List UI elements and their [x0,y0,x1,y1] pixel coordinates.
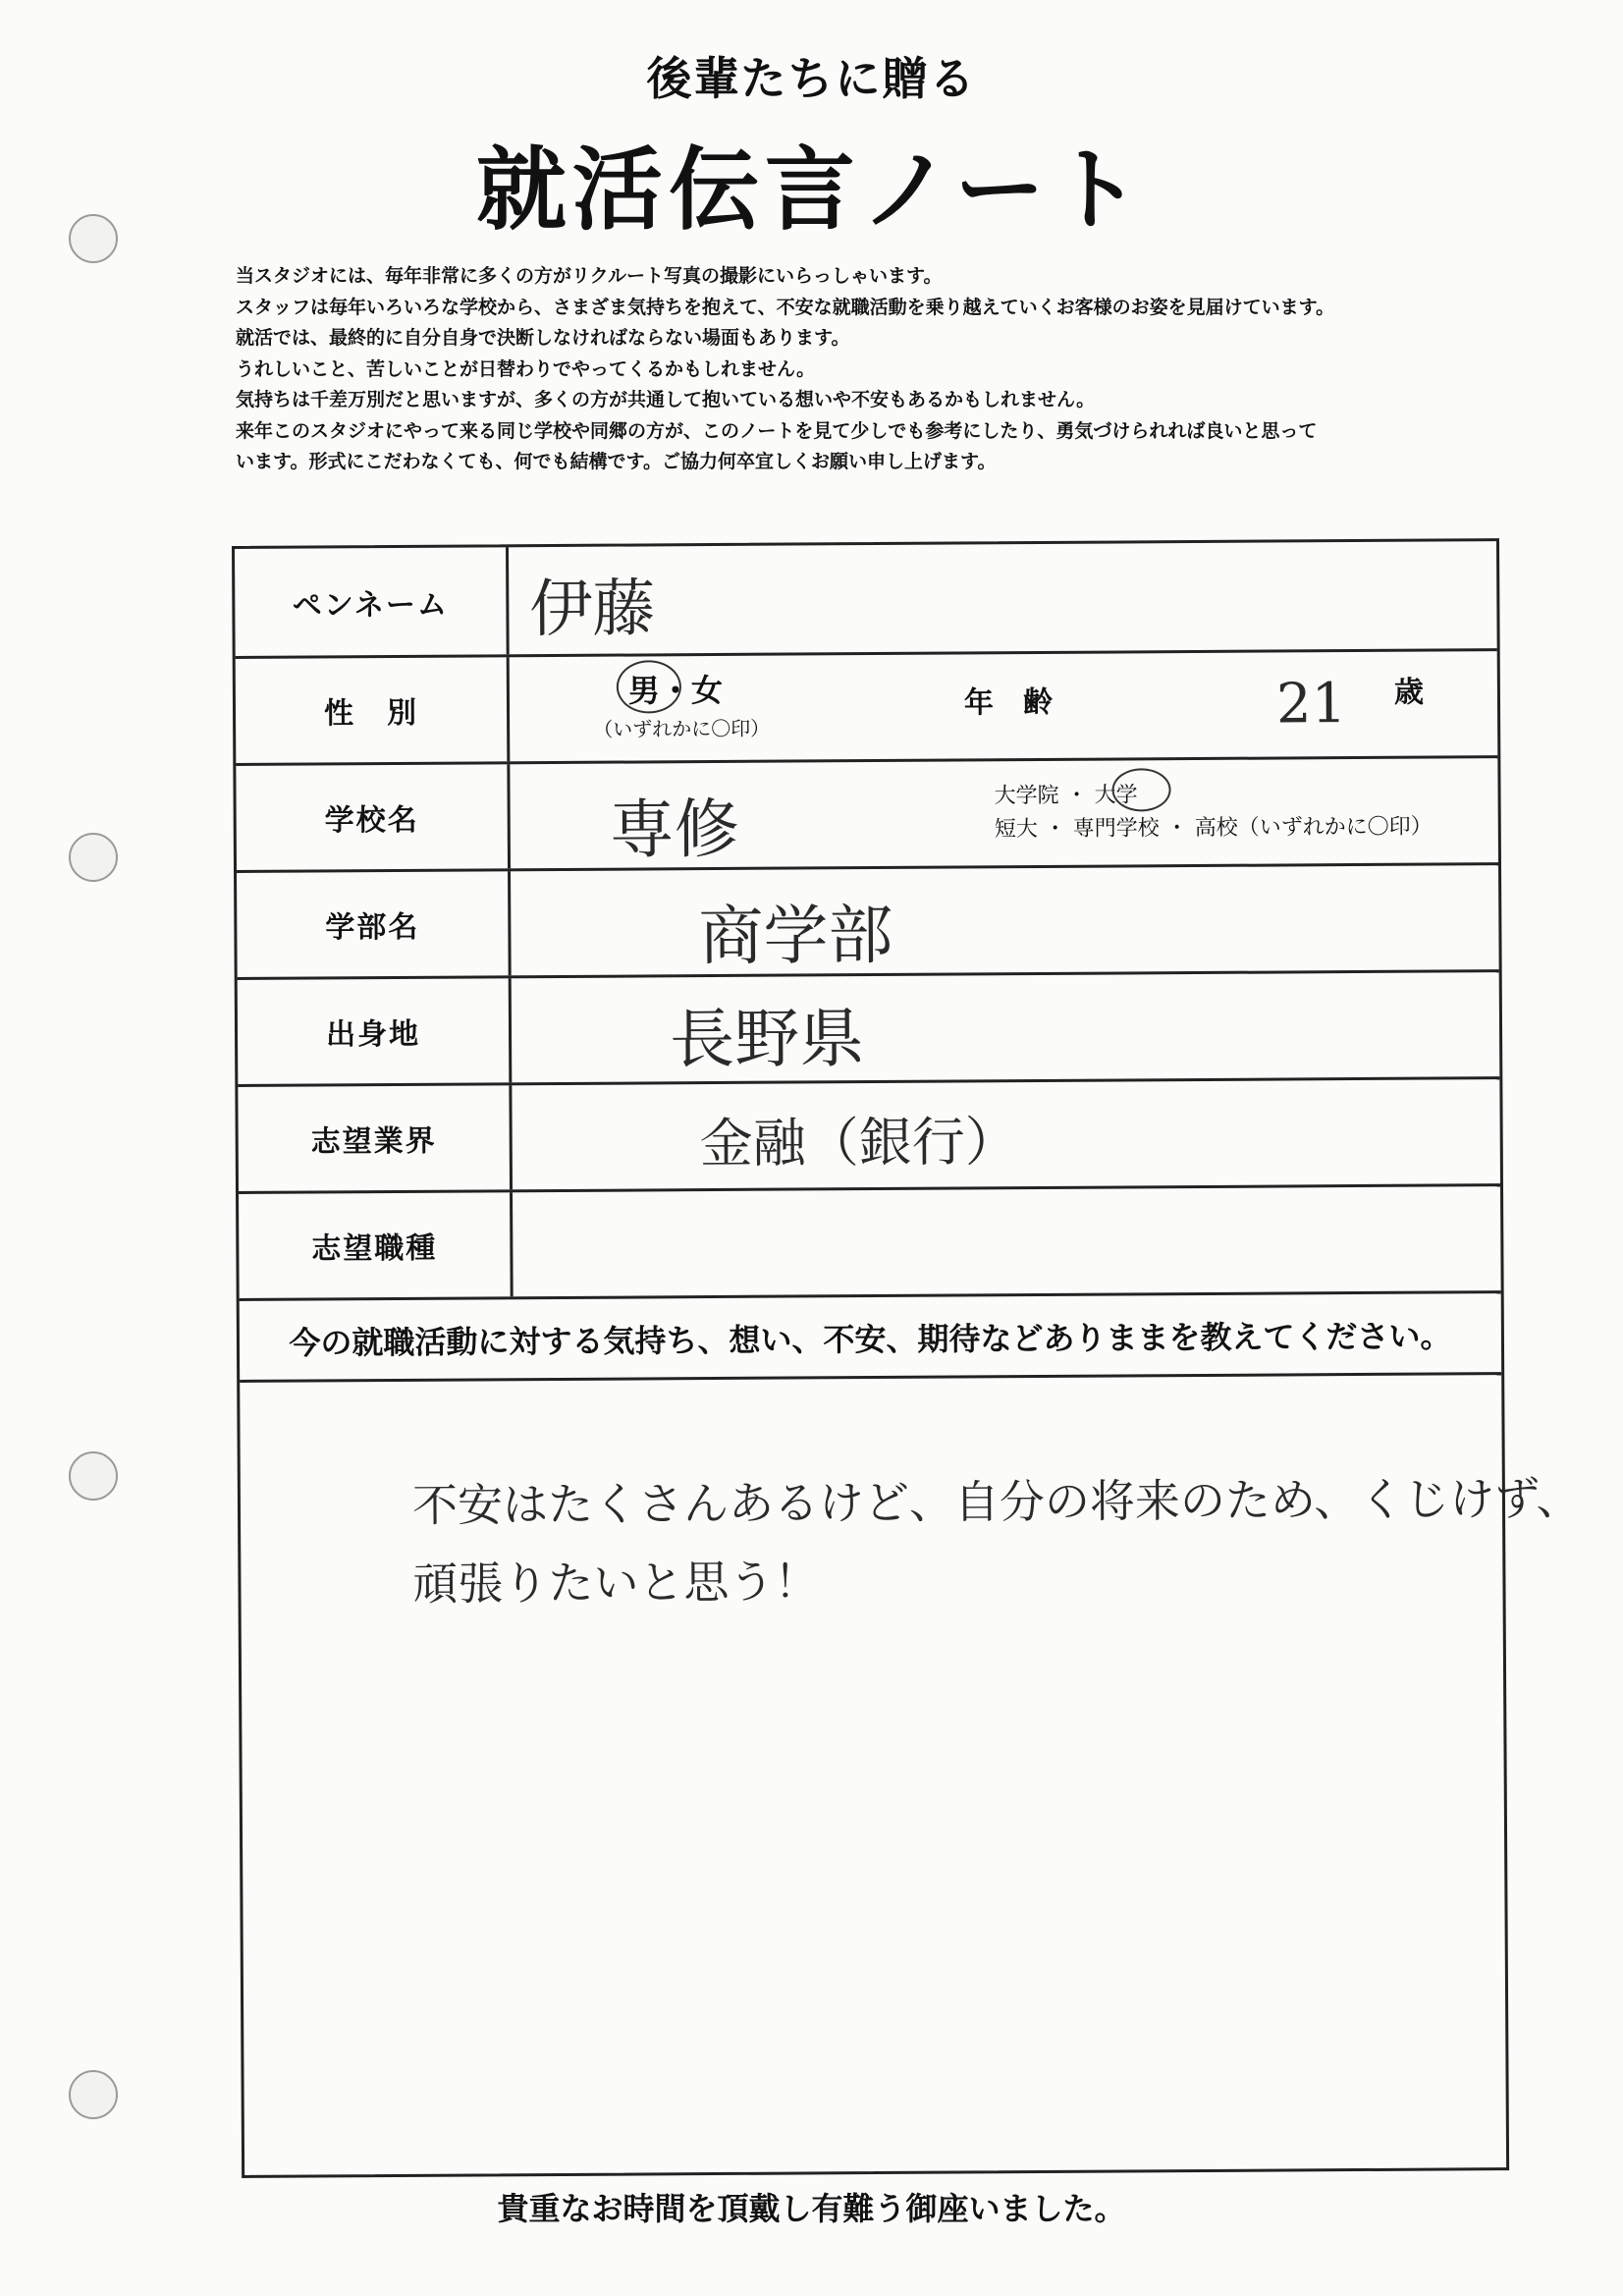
row-job-type [239,1186,1501,1301]
label-faculty: 学部名 [237,871,512,977]
age-unit: 歳 [1393,675,1425,710]
gender-circle-mark [617,660,681,713]
label-gender: 性 別 [236,657,511,763]
answer-line-1: 不安はたくさんあるけど、自分の将来のため、くじけず、 [411,1471,1582,1532]
value-faculty[interactable]: 商学部 [698,897,893,975]
value-industry[interactable]: 金融（銀行） [699,1111,1018,1175]
question-text: 今の就職活動に対する気持ち、想い、不安、期待などありままを教えてください。 [289,1317,1452,1362]
label-industry: 志望業界 [238,1085,513,1191]
intro-line: うれしいこと、苦しいことが日替わりでやってくるかもしれません。 [236,357,816,380]
value-pen-name[interactable]: 伊藤 [529,573,656,647]
value-hometown[interactable]: 長野県 [669,1001,865,1078]
row-question [240,1293,1501,1383]
intro-line: 当スタジオには、毎年非常に多くの方がリクルート写真の撮影にいらっしゃいます。 [236,265,943,287]
intro-line: 就活では、最終的に自分自身で決断しなければならない場面もあります。 [236,327,850,349]
intro-line: 来年このスタジオにやって来る同じ学校や同郷の方が、このノートを見て少しでも参考にしたり、勇気づけられれば良いと思って [236,419,1318,442]
subtitle: 後輩たちに贈る [646,52,977,105]
intro-line: 気持ちは千差万別だと思いますが、多くの方が共通して抱いている想いや不安もあるかもしれません。 [236,389,1096,410]
footer-thanks: 貴重なお時間を頂戴し有難う御座いました。 [497,2190,1126,2227]
form-table [232,538,1582,2178]
intro-line: スタッフは毎年いろいろな学校から、さまざま気持ちを抱えて、不安な就職活動を乗り越えていくお客様のお姿を見届けています。 [236,296,1335,318]
gender-note: （いずれかに〇印） [593,716,771,741]
punch-hole-4 [69,2070,118,2119]
label-job-type: 志望職種 [239,1192,514,1298]
intro-text [236,261,1591,478]
school-type-line2: 短大 ・ 専門学校 ・ 高校（いずれかに〇印） [994,814,1433,843]
row-gender-age [236,651,1498,766]
page-title: 就活伝言ノート [475,137,1148,243]
label-school: 学校名 [236,764,511,870]
row-faculty [237,865,1499,980]
row-pen-name [235,541,1497,659]
gender-options[interactable]: 男・女 [627,671,724,710]
value-school[interactable]: 専修 [609,791,740,868]
row-industry [238,1079,1500,1194]
label-hometown: 出身地 [238,978,513,1084]
value-age[interactable]: 21 [1275,672,1347,737]
answer-line-2: 頑張りたいと思う！ [412,1555,820,1611]
school-circle-mark [1111,768,1170,811]
row-hometown [238,972,1500,1087]
label-pen-name: ペンネーム [235,547,510,656]
answer-area[interactable] [240,1375,1582,2168]
label-age: 年 齢 [963,684,1054,721]
school-type-line1: 大学院 ・ 大学 [994,783,1138,809]
punch-hole-3 [69,1451,118,1501]
intro-line: います。形式にこだわなくても、何でも結構です。ご協力何卒宜しくお願い申し上げます。 [236,451,997,472]
punch-hole-2 [69,833,118,882]
row-school [236,758,1498,873]
